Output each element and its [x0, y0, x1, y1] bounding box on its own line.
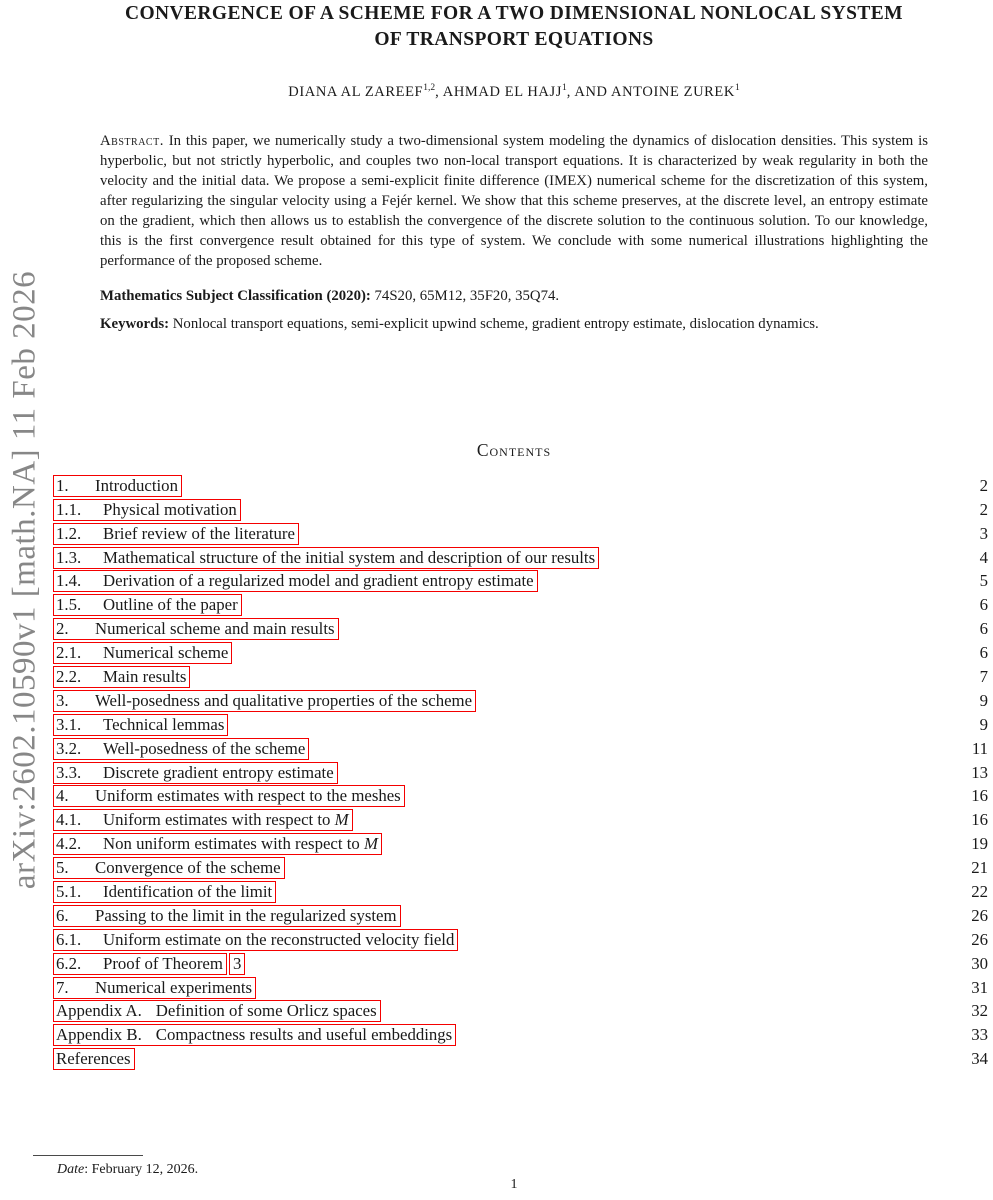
toc-row	[53, 500, 988, 524]
toc-section-number: 6.2.	[56, 953, 82, 973]
toc-link[interactable]: 5.1. Identification of the limit	[53, 881, 276, 903]
date-value: : February 12, 2026.	[84, 1162, 199, 1177]
toc-link[interactable]: 3.1. Technical lemmas	[53, 714, 228, 736]
paper-title-line1: CONVERGENCE OF A SCHEME FOR A TWO DIMENSIONAL NONLOCAL SYSTEM	[125, 3, 903, 24]
author-name: AHMAD EL HAJJ	[442, 83, 562, 100]
msc-label: Mathematics Subject Classification (2020):	[100, 287, 371, 304]
toc-section-number: 1.5.	[56, 595, 82, 615]
toc-page-number: 16	[971, 810, 988, 830]
toc-page-number: 2	[979, 499, 988, 519]
toc-section-number: 7.	[56, 977, 69, 997]
toc-row	[53, 786, 988, 810]
page-number: 1	[510, 1177, 518, 1192]
toc-entry	[53, 786, 405, 806]
toc-page-number: 26	[971, 905, 988, 925]
toc-row	[53, 571, 988, 595]
toc-link[interactable]: 4.1. Uniform estimates with respect to M	[53, 809, 353, 831]
abstract-text: In this paper, we numerically study a two-dimensional system modeling the dynamics of dislocation densities. This system is hyperbolic, but not strictly hyperbolic, and couples two non-local transport equations. It is characterized by weak regularity in both the velocity and the initial data. We propose a semi-explicit finite difference (IMEX) numerical scheme for the discretization of this system, after regularizing the singular velocity using a Fejér kernel. We show that this scheme preserves, at the discrete level, an entropy estimate on the gradient, which then allows us to establish the convergence of the discrete solution to the continuous solution. To our knowledge, this is the first convergence result obtained for this type of system. We conclude with some numerical illustrations highlighting the performance of the proposed scheme.	[100, 132, 928, 269]
toc-section-number: 2.	[56, 619, 69, 639]
toc-page-number: 33	[971, 1025, 988, 1045]
toc-entry	[53, 595, 242, 615]
toc-row	[53, 476, 988, 500]
toc-row	[53, 834, 988, 858]
toc-link[interactable]: 4. Uniform estimates with respect to the meshes	[53, 785, 405, 807]
toc-math-symbol: M	[364, 834, 378, 854]
toc-entry	[53, 954, 245, 974]
toc-section-number: 4.2.	[56, 834, 82, 854]
toc-row	[53, 1025, 988, 1049]
abstract-label: Abstract.	[100, 132, 164, 149]
toc-link[interactable]: 6.2. Proof of Theorem	[53, 953, 227, 975]
toc-row	[53, 810, 988, 834]
date-line	[57, 1162, 198, 1178]
toc-link[interactable]: 2.2. Main results	[53, 666, 190, 688]
toc-entry	[53, 667, 190, 687]
toc-link[interactable]: 5. Convergence of the scheme	[53, 857, 285, 879]
toc-link[interactable]: 3.2. Well-posedness of the scheme	[53, 738, 309, 760]
toc-section-number: 6.	[56, 905, 69, 925]
author-name: DIANA AL ZAREEF	[288, 83, 424, 100]
arxiv-watermark: arXiv:2602.10590v1 [math.NA] 11 Feb 2026	[6, 270, 43, 890]
toc-page-number: 3	[979, 523, 988, 543]
toc-section-number: 3.1.	[56, 714, 82, 734]
toc-page-number: 21	[971, 858, 988, 878]
toc-row	[53, 763, 988, 787]
toc-section-number: 1.4.	[56, 571, 82, 591]
toc-entry	[53, 906, 401, 926]
toc-row	[53, 906, 988, 930]
toc-entry	[53, 1025, 456, 1045]
text-block	[40, 0, 988, 1073]
toc-link[interactable]: 3.3. Discrete gradient entropy estimate	[53, 762, 338, 784]
toc-entry	[53, 524, 299, 544]
author-name: ANTOINE ZUREK	[611, 83, 735, 100]
toc-section-number: 6.1.	[56, 929, 82, 949]
toc-entry	[53, 715, 228, 735]
toc-link[interactable]: 1.4. Derivation of a regularized model and gradient entropy estimate	[53, 570, 538, 592]
author-affiliation-ref: 1	[734, 83, 740, 93]
authors-line: DIANA AL ZAREEF$^{1,2}$, AHMAD EL HAJJ$^1$, AND ANTOINE ZUREK$^1$	[288, 83, 740, 100]
abstract	[100, 131, 928, 271]
toc-page-number: 34	[971, 1049, 988, 1069]
toc-section-number: 4.1.	[56, 810, 82, 830]
toc-section-number: 1.1.	[56, 499, 82, 519]
toc-row	[53, 882, 988, 906]
toc-row	[53, 691, 988, 715]
toc-entry	[53, 763, 338, 783]
toc-page-number: 4	[979, 547, 988, 567]
toc-link[interactable]: Appendix B. Compactness results and useful embeddings	[53, 1024, 456, 1046]
toc-row	[53, 739, 988, 763]
toc-row	[53, 524, 988, 548]
toc-theorem-ref-link[interactable]: 3	[229, 953, 245, 975]
toc-page-number: 32	[971, 1001, 988, 1021]
toc-link[interactable]: 6.1. Uniform estimate on the reconstructed velocity field	[53, 929, 458, 951]
toc-entry	[53, 619, 339, 639]
toc-page-number: 19	[971, 834, 988, 854]
toc-link[interactable]: References	[53, 1048, 135, 1070]
toc-page-number: 13	[971, 762, 988, 782]
toc-page-number: 6	[979, 643, 988, 663]
toc-entry	[53, 882, 276, 902]
toc-entry	[53, 476, 182, 496]
toc-link[interactable]: 3. Well-posedness and qualitative properties of the scheme	[53, 690, 476, 712]
toc-entry	[53, 930, 458, 950]
toc-page-number: 2	[979, 475, 988, 495]
toc-row	[53, 548, 988, 572]
toc-page-number: 22	[971, 881, 988, 901]
toc-section-number: 3.	[56, 690, 69, 710]
toc-row	[53, 930, 988, 954]
toc-entry	[53, 500, 241, 520]
table-of-contents	[40, 476, 988, 1073]
toc-link[interactable]: 2.1. Numerical scheme	[53, 642, 232, 664]
toc-section-number: 5.	[56, 858, 69, 878]
toc-row	[53, 858, 988, 882]
msc-line	[100, 286, 928, 306]
toc-link[interactable]: 1.2. Brief review of the literature	[53, 523, 299, 545]
toc-link[interactable]: 1.1. Physical motivation	[53, 499, 241, 521]
toc-section-number: Appendix B.	[56, 1025, 142, 1045]
toc-page-number: 31	[971, 977, 988, 997]
toc-row	[53, 978, 988, 1002]
toc-row	[53, 595, 988, 619]
toc-page-number: 7	[979, 666, 988, 686]
contents-heading: Contents	[476, 439, 552, 460]
toc-section-number: 2.2.	[56, 666, 82, 686]
toc-row	[53, 667, 988, 691]
toc-link[interactable]: 2. Numerical scheme and main results	[53, 618, 339, 640]
author-affiliation-ref: 1	[561, 83, 567, 93]
toc-section-number: 1.3.	[56, 547, 82, 567]
toc-row	[53, 954, 988, 978]
toc-page-number: 16	[971, 786, 988, 806]
toc-entry	[53, 548, 599, 568]
toc-link[interactable]: 1.3. Mathematical structure of the initial system and description of our results	[53, 547, 599, 569]
date-label: Date	[57, 1162, 85, 1177]
toc-page-number: 5	[979, 571, 988, 591]
paper-title	[40, 1, 988, 53]
toc-page-number: 9	[979, 690, 988, 710]
toc-row	[53, 715, 988, 739]
toc-entry	[53, 1001, 381, 1021]
keywords-value: Nonlocal transport equations, semi-explicit upwind scheme, gradient entropy estimate, dislocation dynamics.	[172, 315, 819, 332]
toc-section-number: 4.	[56, 786, 69, 806]
toc-link[interactable]: 7. Numerical experiments	[53, 977, 256, 999]
toc-link[interactable]: 1.5. Outline of the paper	[53, 594, 242, 616]
toc-row	[53, 619, 988, 643]
toc-page-number: 30	[971, 953, 988, 973]
toc-row	[53, 1001, 988, 1025]
toc-section-number: 2.1.	[56, 643, 82, 663]
toc-section-number: 5.1.	[56, 881, 82, 901]
toc-link[interactable]: 1. Introduction	[53, 475, 182, 497]
toc-link[interactable]: Appendix A. Definition of some Orlicz spaces	[53, 1000, 381, 1022]
toc-link[interactable]: 6. Passing to the limit in the regularized system	[53, 905, 401, 927]
toc-entry	[53, 858, 285, 878]
toc-page-number: 6	[979, 595, 988, 615]
author-affiliation-ref: 1,2	[423, 83, 436, 93]
toc-section-number: 3.2.	[56, 738, 82, 758]
msc-value: 74S20, 65M12, 35F20, 35Q74.	[374, 287, 560, 304]
toc-section-number: Appendix A.	[56, 1001, 142, 1021]
paper-title-line2: OF TRANSPORT EQUATIONS	[374, 29, 654, 50]
toc-page-number: 6	[979, 619, 988, 639]
toc-section-number: 1.2.	[56, 523, 82, 543]
toc-section-number: 3.3.	[56, 762, 82, 782]
footnote-rule	[33, 1155, 143, 1156]
toc-entry	[53, 1049, 135, 1069]
toc-row	[53, 643, 988, 667]
toc-entry	[53, 810, 353, 830]
keywords-label: Keywords:	[100, 315, 170, 332]
toc-row	[53, 1049, 988, 1073]
toc-entry	[53, 978, 256, 998]
toc-section-number: 1.	[56, 475, 69, 495]
toc-page-number: 11	[971, 738, 988, 758]
toc-page-number: 26	[971, 929, 988, 949]
toc-entry	[53, 739, 309, 759]
toc-entry	[53, 691, 476, 711]
toc-page-number: 9	[979, 714, 988, 734]
keywords-line	[100, 314, 928, 334]
toc-entry	[53, 643, 232, 663]
toc-math-symbol: M	[334, 810, 349, 830]
toc-entry	[53, 571, 538, 591]
toc-link[interactable]: 4.2. Non uniform estimates with respect to M	[53, 833, 382, 855]
toc-entry	[53, 834, 382, 854]
